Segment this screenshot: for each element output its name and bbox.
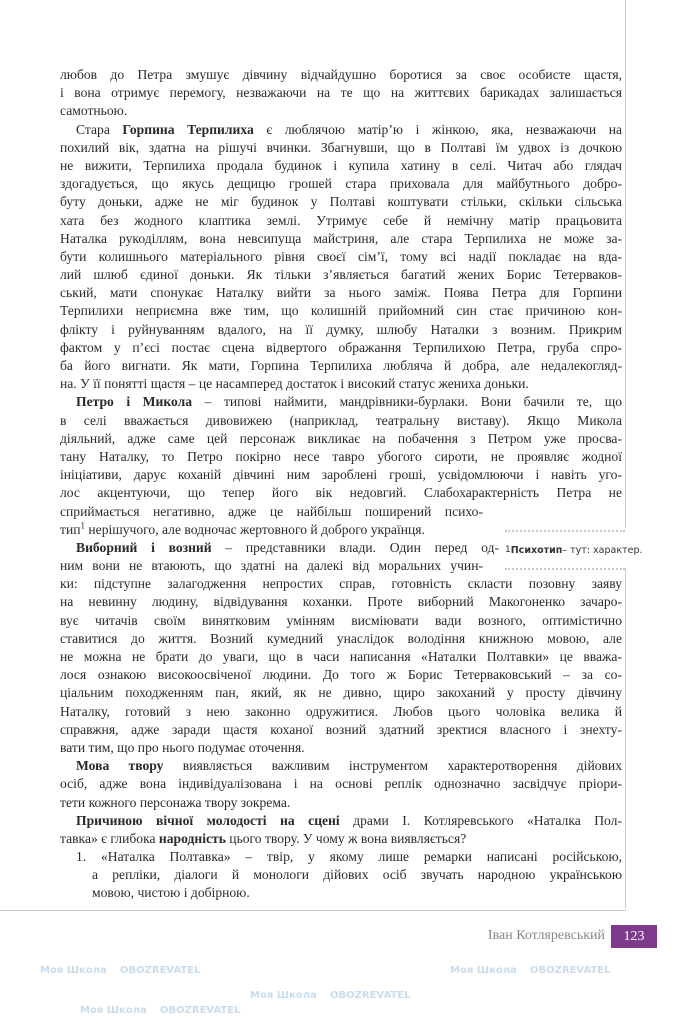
watermark: Моя Школа xyxy=(250,990,317,1001)
text-line: самотньою. xyxy=(60,103,128,119)
bold-term: народність xyxy=(158,830,226,846)
paragraph xyxy=(60,812,622,848)
text-segment: тип xyxy=(60,521,81,537)
text-line: не вижити, Терпилиха продала будинок і купила хатину в селі. Читач або глядач xyxy=(60,157,622,173)
watermark: Моя Школа xyxy=(40,965,107,976)
text-line: ки: підступне залагодження непростих справ, готовність скласти позовну заяву xyxy=(60,576,622,592)
text-segment: є люблячою матір’ю і жінкою, яка, незважаючи на xyxy=(253,121,623,137)
text-segment: виявляється важливим інструментом характеротворення дійових xyxy=(163,758,623,774)
text-line: Наталка рукоділлям, вона невсипуща майстриня, але стара Терпилиха не може за- xyxy=(60,230,622,246)
text-line: в селі вважається дивовижею (наприклад, театральну виставу). Якщо Микола xyxy=(60,412,622,428)
footnote-ref: 1 xyxy=(80,520,85,531)
text-line: лий шлюб єдиної доньки. Як тільки з’являється багатий жених Борис Тетерваков- xyxy=(60,267,622,283)
text-line: ціальним походженням пан, який, як не дивно, щиро закоханий у просту дівчину xyxy=(60,685,622,701)
text-line: ський, мати спонукає Наталку вийти за нього заміж. Поява Петра для Горпини xyxy=(60,285,622,301)
footnote: 1 Психотип – тут: характер. xyxy=(505,530,625,570)
text-line: флікту і руйнуванням вдалого, на її думку, шлюбу Наталки з возним. Прикрим xyxy=(60,321,622,337)
text-segment: нерішучого, але водночас жертовного й доброго українця. xyxy=(85,521,425,537)
text-line: лося ознакою високоосвіченої людини. До того ж Борис Тетерваковський – за со- xyxy=(60,667,622,683)
text-line: фактом у п’єсі постає сцена відвертого ображання Терпилихою Петра, груба спро- xyxy=(60,339,622,355)
body-text xyxy=(60,66,622,903)
paragraph xyxy=(60,757,622,812)
paragraph xyxy=(60,539,622,757)
text-line: похилий вік, здатна на рішучі вчинки. Збагнувши, що в Полтаві їм удвох із дочкою xyxy=(60,139,622,155)
text-line xyxy=(60,830,622,848)
text-line xyxy=(60,757,622,775)
footnote-term: Психотип xyxy=(510,544,563,556)
text-line: не можна не брати до уваги, що в часи написання «Наталки Полтавки» це вважа- xyxy=(60,649,622,664)
page-frame-right xyxy=(625,568,626,908)
bold-term: Мова твору xyxy=(76,758,164,774)
text-line: і вона отримує перемогу, незважаючи на те що на життєвих барикадах залишається xyxy=(60,85,622,101)
text-segment: – типові наймити, мандрівники-бурлаки. Вони бачили те, що xyxy=(192,394,622,410)
watermark: Моя Школа xyxy=(80,1005,147,1016)
text-line: а репліки, діалоги й монологи дійових осіб звучать народною українською xyxy=(92,867,622,883)
page-frame-bottom xyxy=(0,910,626,911)
text-segment: цього твору. У чому ж вона виявляється? xyxy=(225,830,467,846)
text-line: ставитися до життя. Возний кумедний унаслідок володіння книжною мовою, але xyxy=(60,630,622,646)
paragraph xyxy=(60,121,622,394)
text-line: тети кожного персонажа твору зокрема. xyxy=(60,794,291,810)
text-line: Наталку, готовий з нею законно одружитися. Любов цього чоловіка велика й xyxy=(60,703,622,719)
bold-term: Причиною вічної молодості на сцені xyxy=(76,812,340,828)
text-line: діяльний, адже саме цей персонаж викликає на побачення з Петром уже просва- xyxy=(60,430,622,446)
text-line xyxy=(60,812,622,830)
text-line: осіб, адже вона індивідуалізована і на основі реплік однозначно засвідчує пріори- xyxy=(60,776,622,792)
text-line: ініціативи, дарує коханій дівчині ним зароблені гроші, усвідомлюючи і навіть уго- xyxy=(60,467,622,483)
text-line xyxy=(60,521,483,539)
page-number: 123 xyxy=(611,925,657,948)
text-line: на. У її понятті щастя – це насамперед достаток і високий статус жениха доньки. xyxy=(60,376,529,392)
text-line: Терпилихи неприємна вже тим, що колишній прийомний син стає причиною кон- xyxy=(60,303,622,319)
bold-term: Виборний і возний xyxy=(76,539,212,555)
text-line: лос акцентуючи, що тепер його вік недовгий. Слабохарактерність Петра не xyxy=(60,485,622,501)
text-line: буту доньки, адже не міг будинок у Полтаві коштувати стільки, скільки сільська xyxy=(60,194,622,210)
text-line: вати тим, що про нього подумає оточення. xyxy=(60,739,305,755)
text-line: тану Наталку, то Петро покірно несе тавро убогого сироти, не проявляє жодної xyxy=(60,448,622,464)
text-segment: – представники влади. Один перед од- xyxy=(211,539,500,555)
watermark: OBOZREVATEL xyxy=(530,965,611,976)
watermark: OBOZREVATEL xyxy=(120,965,201,976)
list-item xyxy=(60,848,622,903)
paragraph xyxy=(60,66,622,121)
text-line: ба його вигнати. Як мати, Горпина Терпилиха любляча й добра, але недалекогляд- xyxy=(60,358,622,373)
text-segment: драми І. Котляревського «Наталка Пол- xyxy=(339,812,622,828)
text-line: бути колишнього матеріального рівня своєї сім’ї, тому всі надії покладає на вда- xyxy=(60,248,622,264)
text-line: мовою, чистою і добірною. xyxy=(92,885,250,901)
text-line xyxy=(60,539,499,557)
text-line: ним вони не втаюють, що здатні на далекі від моральних учин- xyxy=(60,558,483,574)
text-line: здогадується, що якусь дещицю грошей стара приховала для майбутнього добро- xyxy=(60,176,622,192)
text-line xyxy=(60,393,622,411)
watermark: Моя Школа xyxy=(450,965,517,976)
paragraph xyxy=(60,393,622,539)
text-line: вує читачів своїм винятковим умінням висміювати вади возного, оптимістично xyxy=(60,612,622,628)
bold-term: Петро і Микола xyxy=(76,394,193,410)
text-line: на невинну людину, відвідування коханки. Проте виборний Макогоненко зачаро- xyxy=(60,594,622,610)
text-line: любов до Петра змушує дівчину відчайдушно боротися за своє особисте щастя, xyxy=(60,67,622,82)
watermark: OBOZREVATEL xyxy=(330,990,411,1001)
footnote-text: – тут: характер. xyxy=(562,544,643,556)
text-line: справжня, адже заради щастя коханої возний здатний зректися власного і знехту- xyxy=(60,721,622,737)
text-segment: тавка» є глибока xyxy=(60,830,159,846)
text-line xyxy=(60,121,622,139)
text-line: 1. «Наталка Полтавка» – твір, у якому лише ремарки написані російською, xyxy=(76,849,622,865)
text-line: хата без жодного клаптика землі. Утримує себе й немічну матір працьовита xyxy=(60,212,622,228)
watermark: OBOZREVATEL xyxy=(160,1005,241,1016)
bold-term: Горпина Терпилиха xyxy=(122,121,254,137)
footer-author: Іван Котляревський xyxy=(487,928,605,943)
text-line: сприймається негативно, адже це найбільш поширений психо- xyxy=(60,503,483,519)
page-frame-right xyxy=(625,0,626,528)
text-segment: Стара xyxy=(76,121,123,137)
